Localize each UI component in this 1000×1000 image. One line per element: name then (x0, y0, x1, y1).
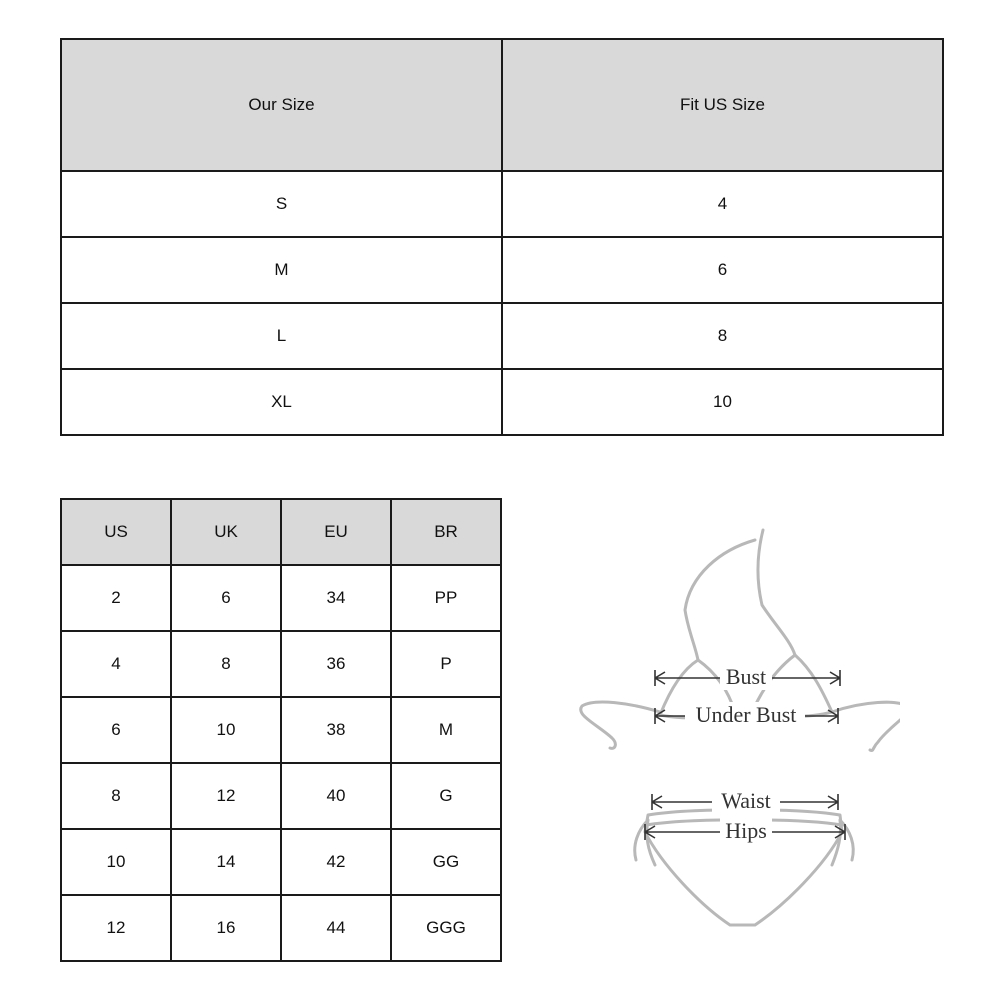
bust-label: Bust (725, 664, 767, 689)
table-row (61, 369, 943, 435)
us-cell: 4 (61, 631, 171, 697)
our-size-cell: S (61, 171, 502, 237)
table-row (61, 565, 501, 631)
header-uk: UK (171, 499, 281, 565)
size-table-header-row (61, 39, 943, 171)
uk-cell: 12 (171, 763, 281, 829)
size-conversion-table (60, 498, 502, 962)
br-cell: P (391, 631, 501, 697)
br-cell: GG (391, 829, 501, 895)
br-cell: M (391, 697, 501, 763)
header-our-size: Our Size (61, 39, 502, 171)
br-cell: PP (391, 565, 501, 631)
our-size-cell: M (61, 237, 502, 303)
waist-label: Waist (721, 788, 771, 813)
us-cell: 2 (61, 565, 171, 631)
uk-cell: 6 (171, 565, 281, 631)
eu-cell: 38 (281, 697, 391, 763)
eu-cell: 40 (281, 763, 391, 829)
table-row (61, 829, 501, 895)
conversion-header-row (61, 499, 501, 565)
eu-cell: 36 (281, 631, 391, 697)
halter-strap-right (758, 530, 795, 655)
eu-cell: 44 (281, 895, 391, 961)
fit-us-size-cell: 10 (502, 369, 943, 435)
size-table (60, 38, 944, 436)
header-us: US (61, 499, 171, 565)
uk-cell: 8 (171, 631, 281, 697)
bra-tie-left (581, 702, 660, 748)
bra-tie-right (832, 702, 900, 750)
br-cell: GGG (391, 895, 501, 961)
table-row (61, 763, 501, 829)
fit-us-size-cell: 6 (502, 237, 943, 303)
our-size-cell: XL (61, 369, 502, 435)
table-row (61, 895, 501, 961)
table-row (61, 697, 501, 763)
hips-label: Hips (725, 818, 767, 843)
table-row (61, 303, 943, 369)
uk-cell: 14 (171, 829, 281, 895)
uk-cell: 16 (171, 895, 281, 961)
header-eu: EU (281, 499, 391, 565)
table-row (61, 631, 501, 697)
table-row (61, 171, 943, 237)
us-cell: 6 (61, 697, 171, 763)
us-cell: 8 (61, 763, 171, 829)
fit-us-size-cell: 4 (502, 171, 943, 237)
our-size-cell: L (61, 303, 502, 369)
bikini-measurement-diagram (570, 520, 900, 940)
fit-us-size-cell: 8 (502, 303, 943, 369)
us-cell: 10 (61, 829, 171, 895)
eu-cell: 34 (281, 565, 391, 631)
header-br: BR (391, 499, 501, 565)
under-bust-label: Under Bust (695, 702, 797, 727)
br-cell: G (391, 763, 501, 829)
halter-strap-left (685, 540, 755, 660)
us-cell: 12 (61, 895, 171, 961)
uk-cell: 10 (171, 697, 281, 763)
eu-cell: 42 (281, 829, 391, 895)
table-row (61, 237, 943, 303)
header-fit-us-size: Fit US Size (502, 39, 943, 171)
